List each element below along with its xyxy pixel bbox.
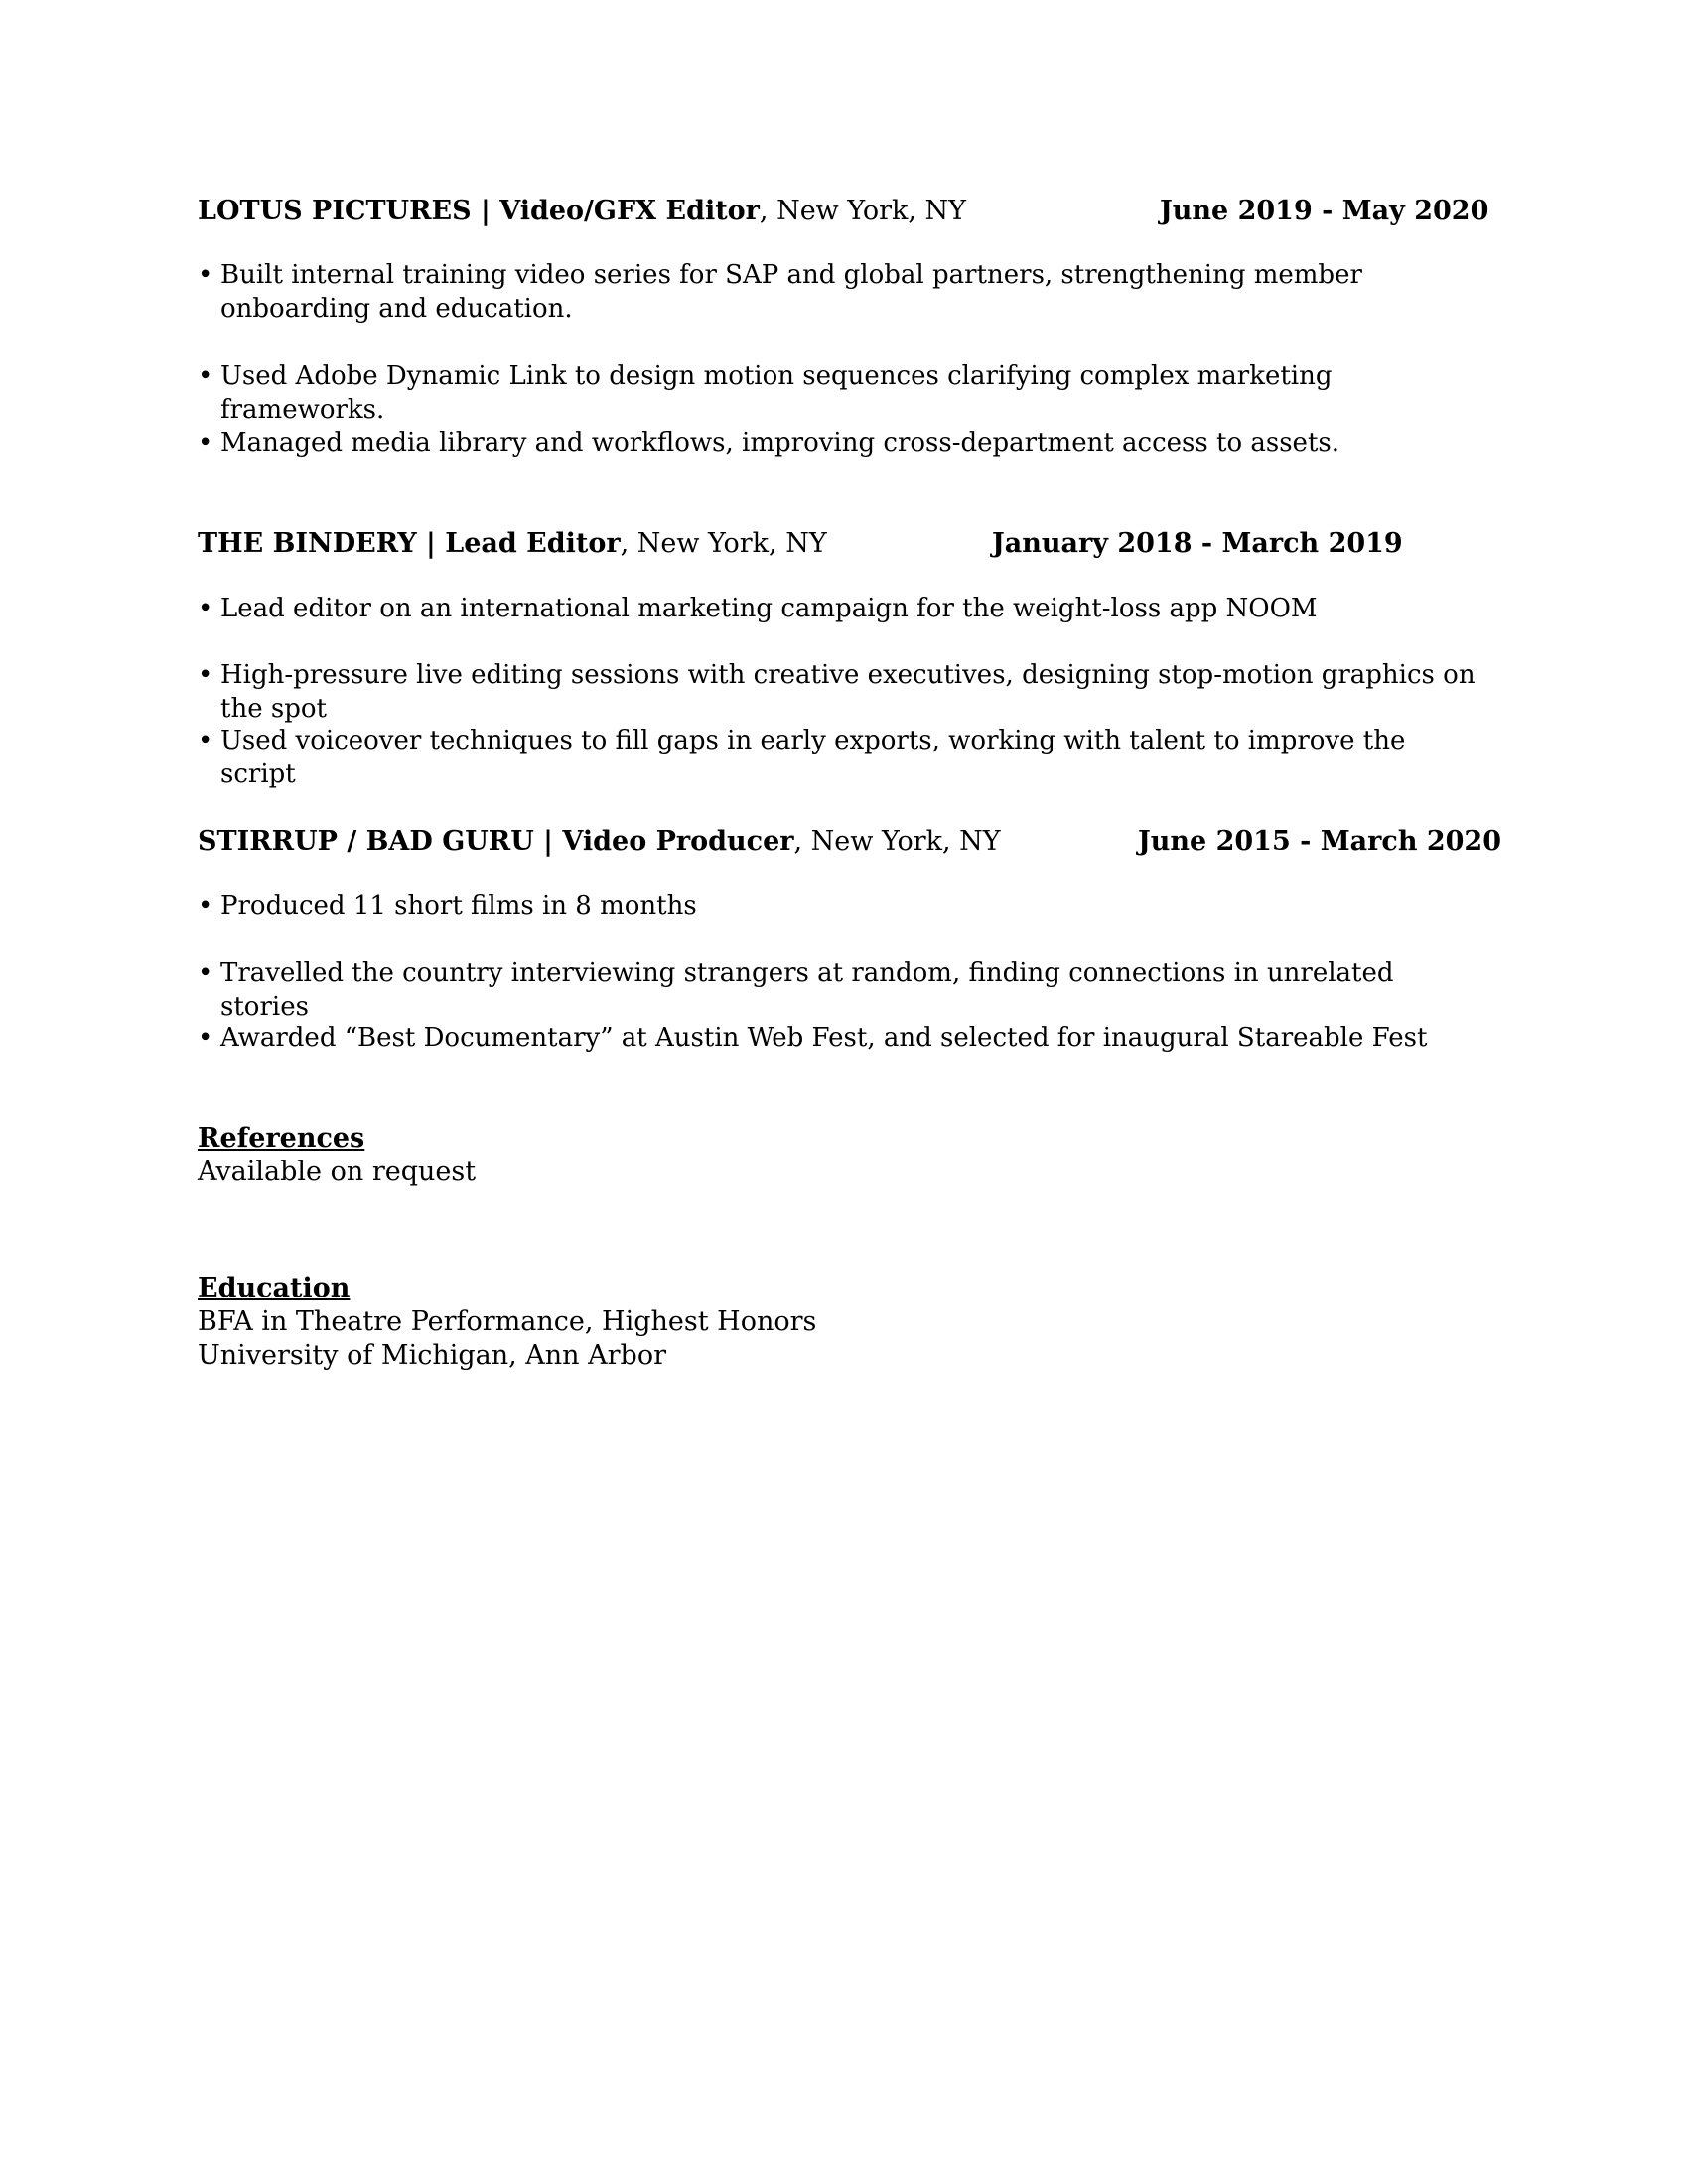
education-school: University of Michigan, Ann Arbor <box>198 1340 666 1371</box>
job-bullet <box>198 359 1488 427</box>
job-location: , New York, NY <box>620 528 827 559</box>
job-header <box>198 526 1488 562</box>
references-line: Available on request <box>198 1157 477 1187</box>
job-separator: | <box>471 196 500 226</box>
bullet-icon: • <box>198 726 213 755</box>
job-company: STIRRUP / BAD GURU <box>198 826 534 857</box>
job-bullet <box>198 258 1488 326</box>
bullet-text: Used voiceover techniques to fill gaps in early exports, working with talent to improve the script <box>220 726 1406 789</box>
job-location: , New York, NY <box>793 826 1001 857</box>
education-title: Education <box>198 1273 351 1303</box>
job-role: Lead Editor <box>445 528 621 559</box>
bullet-icon: • <box>198 958 213 988</box>
bullet-icon: • <box>198 361 213 391</box>
job-company: LOTUS PICTURES <box>198 196 472 226</box>
job-entry-lotus-pictures <box>198 194 1489 458</box>
job-bullet <box>198 724 1488 791</box>
job-bullet <box>198 658 1488 726</box>
bullet-icon: • <box>198 428 213 458</box>
bullet-text: Travelled the country interviewing strangers at random, finding connections in unrelated stories <box>220 958 1394 1022</box>
references-title: References <box>198 1123 365 1154</box>
job-separator: | <box>416 528 446 559</box>
bullet-icon: • <box>198 594 213 623</box>
job-company: THE BINDERY <box>198 528 417 559</box>
job-role: Video Producer <box>562 826 794 857</box>
job-header <box>198 194 1488 229</box>
job-header <box>198 824 1501 860</box>
education-section <box>198 1272 816 1373</box>
job-bullet <box>198 426 1488 460</box>
bullet-text: Produced 11 short films in 8 months <box>220 891 697 921</box>
job-location: , New York, NY <box>759 196 966 226</box>
bullet-text: Built internal training video series for SAP and global partners, strengthening member onboarding and education. <box>220 260 1362 324</box>
bullet-text: Awarded “Best Documentary” at Austin Web Fest, and selected for inaugural Stareable Fest <box>220 1024 1428 1053</box>
job-dates: June 2019 - May 2020 <box>1160 196 1489 226</box>
references-section <box>198 1122 476 1189</box>
job-bullet <box>198 956 1488 1024</box>
bullet-icon: • <box>198 1024 213 1053</box>
job-bullet <box>198 889 1488 923</box>
job-entry-stirrup-bad-guru <box>198 824 1501 1053</box>
bullet-text: Lead editor on an international marketing campaign for the weight-loss app NOOM <box>220 594 1318 623</box>
bullet-icon: • <box>198 891 213 921</box>
education-degree: BFA in Theatre Performance, Highest Honors <box>198 1306 817 1337</box>
job-bullet <box>198 1022 1488 1055</box>
job-role: Video/GFX Editor <box>499 196 760 226</box>
job-separator: | <box>533 826 563 857</box>
job-entry-the-bindery <box>198 526 1488 789</box>
bullet-icon: • <box>198 260 213 290</box>
bullet-icon: • <box>198 660 213 690</box>
bullet-text: Used Adobe Dynamic Link to design motion sequences clarifying complex marketing frameworks. <box>220 361 1333 425</box>
job-bullet <box>198 592 1488 625</box>
job-dates: June 2015 - March 2020 <box>1138 826 1501 857</box>
bullet-text: High-pressure live editing sessions with creative executives, designing stop-motion graphics on the spot <box>220 660 1476 724</box>
bullet-text: Managed media library and workflows, improving cross-department access to assets. <box>220 428 1340 458</box>
job-dates: January 2018 - March 2019 <box>992 528 1403 559</box>
